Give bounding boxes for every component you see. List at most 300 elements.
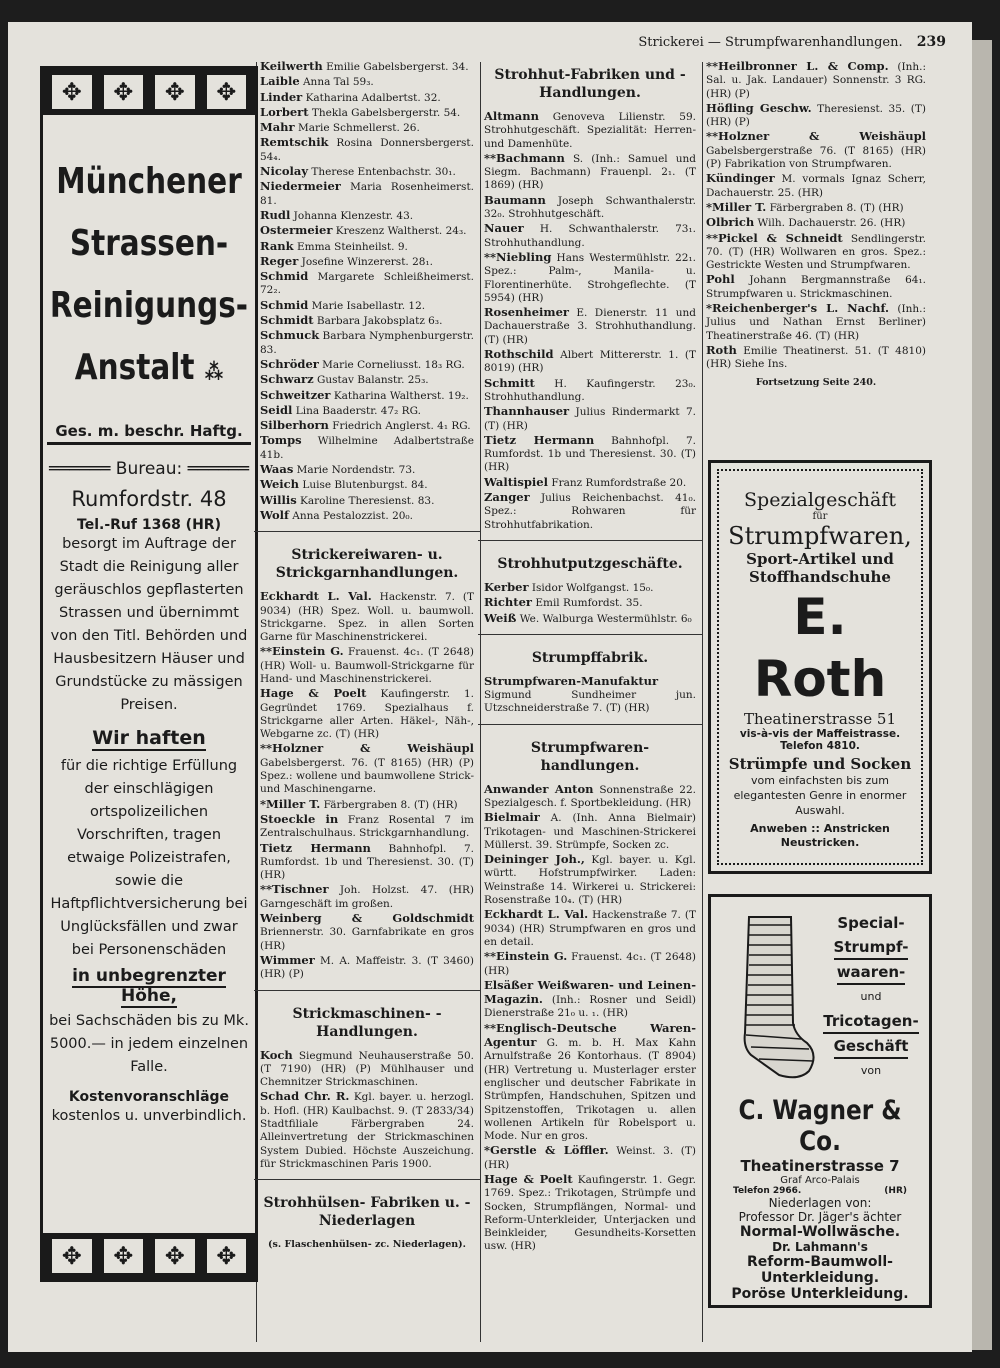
ad-products: Strümpfe und Socken [728, 755, 912, 773]
entry-name: Waas [260, 462, 294, 477]
ad-phone: Tel.-Ruf 1368 (HR) [77, 517, 221, 533]
entry-name: Weinberg & Goldschmidt [260, 911, 474, 926]
directory-entry [484, 491, 696, 532]
directory-entry [484, 377, 696, 405]
entry-text: Marie Schmellerst. 26. [294, 122, 420, 135]
rosette-icon: ✥ [49, 72, 95, 112]
entry-name: Kerber [484, 579, 529, 594]
ad-title-line: Anstalt ⁂ [74, 347, 224, 388]
column-2 [260, 60, 474, 1251]
entry-text: Julius Reichenbachst. 41₀. Spez.: Rohwaren für Strohhutfabrikation. [484, 492, 696, 531]
ad-lower-block [711, 1095, 929, 1302]
entry-text: Katharina Adalbertst. 32. [302, 91, 441, 104]
column-4 [706, 60, 926, 389]
advert-roth-frame [717, 469, 923, 865]
ad-line: Stoffhandschuhe [749, 568, 891, 586]
entry-name: Tietz Hermann [484, 432, 595, 447]
entry-text: Emma Steinheilst. 9. [293, 240, 408, 253]
entry-name: Weiß [484, 610, 517, 625]
entry-text: Weinst. 3. (T) (HR) [484, 1145, 696, 1171]
directory-entry [260, 270, 474, 298]
entry-text: Marie Corneliusst. 18₃ RG. [318, 358, 465, 371]
directory-entry [484, 434, 696, 475]
directory-entry [260, 180, 474, 208]
entry-text: Hackenstraße 7. (T 9034) (HR) Strumpfwaren en gros und en detail. [484, 909, 696, 948]
directory-entry [484, 979, 696, 1021]
entry-text: Joseph Schwanthalerstr. 32₀. Strohhutgeschäft. [484, 194, 696, 221]
entry-text: Wilhelmine Adalbertstraße 41b. [260, 435, 474, 461]
entry-name: Ostermeier [260, 223, 333, 238]
directory-entry [260, 299, 474, 313]
directory-entry [706, 60, 926, 101]
entry-text: Theresienst. 35. (T) (HR) (P) [706, 102, 926, 129]
entry-name: Schad Chr. R. [260, 1089, 350, 1104]
directory-entry [484, 251, 696, 305]
entry-text: Therese Entenbachstr. 30₁. [308, 166, 456, 179]
entry-name: Silberhorn [260, 418, 329, 433]
directory-entry [260, 419, 474, 433]
ad-address: Rumfordstr. 48 [71, 487, 227, 511]
entry-name: Thannhauser [484, 404, 570, 419]
ad-phone: Telefon 4810. [780, 740, 860, 752]
rosette-icon: ✥ [152, 72, 198, 112]
entry-name: Elsäßer Weißwaren- und Leinen-Magazin. [484, 977, 696, 1007]
entry-text: Franz Rosental 7 im Zentralschulhaus. Strickgarnhandlung. [260, 813, 474, 840]
ad-right-block [821, 911, 921, 1083]
entry-name: Tomps [260, 433, 302, 448]
directory-entry [260, 1049, 474, 1090]
rosette-icon: ✥ [101, 72, 147, 112]
directory-entry [706, 216, 926, 230]
entry-text: Kaufingerstr. 1. Gegründet 1769. Spezialhaus f. Strickgarne aller Arten. Häkel-, Näh-, Webgarne zc. (T) (HR) [260, 688, 475, 741]
entry-text: Marie Isabellastr. 12. [308, 299, 426, 312]
entry-text: Lina Baaderstr. 47₂ RG. [292, 404, 421, 417]
entry-name: Schmitt [484, 375, 535, 390]
rosette-icon: ✥ [152, 1236, 198, 1276]
entry-name: Laible [260, 74, 300, 89]
entry-name: Zanger [484, 490, 530, 505]
entry-name: **Holzner & Weishäupl [706, 129, 926, 144]
ad-hr: (HR) [884, 1186, 907, 1196]
directory-entry [706, 102, 926, 130]
entry-text: M. vormals Ignaz Scherr, Dachauerstr. 25. (HR) [706, 173, 926, 199]
entry-list [260, 60, 474, 523]
section-heading: Strickmaschinen- -Handlungen. [292, 1005, 442, 1040]
entry-name: Schwarz [260, 372, 314, 387]
entry-text: Sonnenstraße 22. Spezialgesch. f. Sportbekleidung. (HR) [484, 783, 696, 809]
entry-name: **Einstein G. [484, 949, 568, 964]
entry-name: Hage & Poelt [260, 686, 367, 701]
ad-service: Anweben :: Anstricken Neustricken. [750, 822, 890, 849]
entry-text: Gabelsbergerst. 76. (T 8165) (HR) (P) Spez.: wollene und baumwollene Strick- und Maschinengarne. [260, 756, 474, 796]
ad-paragraph: besorgt im Auftrage der Stadt die Reinigung aller geräuschlos gepflasterten Strassen und übernimmt von den Titl. Behörden und Hausbesitzern Häuser und Grundstücke zu mässigen Preisen. [50, 536, 248, 713]
entry-name: Kündinger [706, 171, 775, 186]
running-title: Strickerei — Strumpfwarenhandlungen. [638, 35, 903, 50]
entry-text: M. A. Maffeistr. 3. (T 3460) (HR) (P) [260, 954, 474, 981]
directory-entry [706, 302, 926, 343]
section-heading: Strohhülsen- Fabriken u. -Niederlagen [263, 1195, 471, 1230]
ad-palais: Graf Arco-Palais [780, 1175, 860, 1186]
directory-entry [484, 675, 696, 716]
entry-text: Kaufingerstr. 1. Gegr. 1769. Spez.: Trikotagen, Strümpfe und Socken, Strumpflängen, Normal- und Reform-Unterkleider, Unterjacken und Beinkleider, Gesundheits-Korsetten usw. (HR) [484, 1174, 696, 1253]
ad-porous: Poröse Unterkleidung. [731, 1286, 909, 1302]
directory-entry [260, 798, 474, 812]
entry-list [260, 1049, 474, 1172]
directory-entry [260, 645, 474, 686]
directory-entry [484, 853, 696, 907]
entry-name: Altmann [484, 109, 539, 123]
directory-entry [260, 687, 474, 741]
page-edge [972, 40, 992, 1350]
ornament-band-bottom [43, 1233, 255, 1279]
ad-line: Strumpfwaren, [728, 522, 912, 550]
page-number: 239 [916, 34, 946, 50]
ad-line: und [860, 990, 882, 1003]
directory-entry [260, 75, 474, 89]
entry-name: Koch [260, 1047, 293, 1062]
entry-text: Isidor Wolfgangst. 15₀. [528, 581, 654, 594]
ad-bureau-label: ══════ Bureau: ══════ [48, 459, 250, 479]
entry-name: Schmid [260, 297, 309, 312]
entry-name: Schmid [260, 269, 309, 284]
directory-entry [260, 240, 474, 254]
ad-line: von [860, 1064, 882, 1077]
directory-page [8, 22, 972, 1352]
entry-name: Pohl [706, 272, 735, 287]
entry-list [484, 110, 696, 532]
entry-name: Seidl [260, 402, 293, 417]
ornament-band-top [43, 69, 255, 115]
entry-name: *Miller T. [706, 199, 767, 214]
entry-name: Waltispiel [484, 474, 548, 489]
entry-name: Nicolay [260, 164, 309, 179]
entry-name: Hage & Poelt [484, 1172, 573, 1186]
directory-entry [484, 908, 696, 949]
rosette-icon: ✥ [101, 1236, 147, 1276]
entry-text: Gustav Balanstr. 25₃. [313, 374, 429, 387]
entry-name: Linder [260, 89, 303, 104]
entry-name: Lorbert [260, 104, 309, 119]
entry-text: Johann Bergmannstraße 64₁. Strumpfwaren u. Strickmaschinen. [706, 274, 926, 300]
ad-line: Special- [837, 914, 905, 932]
entry-text: Wilh. Dachauerstr. 26. (HR) [754, 217, 906, 230]
entry-name: *Reichenberger's L. Nachf. [706, 301, 890, 316]
entry-text: Kgl. bayer. u. herzogl. b. Hofl. (HR) Kaulbachst. 9. (T 2833/34) Stadtfiliale Färbergraben 24. Alleinvertretung der Strickmaschinen System Dubied. Höchste Auszeichung. für Strickmaschinen Paris 1900. [260, 1091, 475, 1170]
entry-text: Hans Westermühlstr. 22₁. Spez.: Palm-, Manila- u. Florentinerhüte. Strohgeflechte. (T 5954) (HR) [484, 251, 696, 304]
directory-entry [706, 172, 926, 200]
entry-name: Anwander Anton [484, 781, 594, 796]
entry-text: Frauenst. 4c₁. (T 2648) (HR) Woll- u. Baumwoll-Strickgarne für Hand- und Maschinenstrickerei. [260, 646, 474, 685]
rosette-icon: ✥ [204, 1236, 250, 1276]
entry-text: Emilie Theatinerst. 51. (T 4810) (HR) Siehe Ins. [706, 344, 926, 371]
entry-text: Genoveva Lilienstr. 59. Strohhutgeschäft. Spezialität: Herren- und Damenhüte. [484, 111, 696, 150]
entry-text: Färbergraben 8. (T) (HR) [766, 201, 904, 214]
directory-entry [260, 463, 474, 477]
entry-list [484, 783, 696, 1254]
rosette-icon: ✥ [204, 72, 250, 112]
entry-name: Roth [706, 342, 737, 357]
entry-text: We. Walburga Westermühlstr. 6₀ [516, 612, 692, 625]
directory-entry [260, 404, 474, 418]
page-header [636, 34, 946, 50]
directory-entry [260, 255, 474, 269]
rosette-icon: ✥ [49, 1236, 95, 1276]
entry-text: G. m. b. H. Max Kahn Arnulfstraße 26 Kontorhaus. (T 8904) (HR) Vertretung u. Musterlager erster englischer und deutscher Fabrikate in Strümpfen, Handschuhen, Spitzen und Spitzenstoffen, Trikotagen u. allen wollenen Artikeln für Robelsport u. Mode. Nur en gros. [484, 1037, 696, 1143]
directory-entry [484, 1022, 696, 1144]
directory-entry [484, 194, 696, 222]
entry-name: Tietz Hermann [260, 840, 371, 855]
entry-name: **Bachmann [484, 150, 565, 165]
entry-text: Barbara Jakobsplatz 6₃. [313, 315, 443, 328]
entry-list [260, 590, 474, 981]
ad-company-form: Ges. m. beschr. Haftg. [47, 422, 251, 445]
directory-entry [484, 1144, 696, 1172]
directory-entry [484, 581, 696, 595]
entry-text: Thekla Gabelsbergerstr. 54. [308, 106, 461, 119]
directory-entry [260, 883, 474, 911]
entry-name: Eckhardt L. Val. [484, 907, 589, 922]
entry-name: Wimmer [260, 952, 315, 967]
entry-text: Josefine Winzererst. 28₁. [298, 255, 434, 268]
directory-entry [260, 358, 474, 372]
entry-name: Schröder [260, 356, 319, 371]
entry-name: Rudl [260, 207, 291, 222]
directory-entry [484, 222, 696, 250]
section-heading: Strohhutputzgeschäfte. [497, 555, 683, 572]
entry-name: **Tischner [260, 882, 329, 897]
directory-entry [484, 476, 696, 490]
section-divider [478, 540, 702, 541]
directory-entry [484, 950, 696, 978]
directory-entry [484, 783, 696, 811]
entry-name: Remtschik [260, 135, 329, 150]
entry-name: Schweitzer [260, 387, 331, 402]
entry-text: Bahnhofpl. 7. Rumfordst. 1b und Theresienst. 30. (T) (HR) [260, 842, 474, 882]
stocking-icon [729, 915, 817, 1083]
entry-text: S. (Inh.: Samuel und Siegm. Bachmann) Frauenpl. 2₁. (T 1869) (HR) [484, 152, 696, 192]
entry-text: Julius Rindermarkt 7. (T) (HR) [484, 406, 696, 432]
entry-text: Anna Pestalozzist. 20₀. [288, 509, 413, 522]
directory-entry [706, 201, 926, 215]
entry-name: Richter [484, 595, 532, 610]
entry-name: **Pickel & Schneidt [706, 230, 843, 245]
entry-text: Bahnhofpl. 7. Rumfordst. 1b und Theresienst. 30. (T) (HR) [484, 434, 696, 474]
section-divider [254, 990, 480, 991]
ad-depots: Niederlagen von: [768, 1196, 872, 1210]
ad-estimate-heading: Kostenvoranschläge [68, 1089, 230, 1105]
section-heading: Strumpfwaren- handlungen. [530, 739, 650, 774]
entry-name: Wolf [260, 507, 289, 522]
ad-street: Theatinerstrasse 51 [744, 710, 896, 728]
ad-normal: Normal-Wollwäsche. [739, 1224, 901, 1240]
entry-name: **Einstein G. [260, 644, 344, 659]
directory-entry [260, 209, 474, 223]
entry-text: Kgl. bayer. u. Kgl. württ. Hofstrumpfwirker. Laden: Weinstraße 14. Wirkerei u. Strickerei: Rosenstraße 10₄. (T) (HR) [484, 854, 696, 907]
directory-entry [260, 224, 474, 238]
entry-text: (Inh.: Sal. u. Jak. Landauer) Sonnenstr. 3 RG. (HR) (P) [706, 61, 926, 100]
entry-text: Joh. Holzst. 47. (HR) Garngeschäft im großen. [260, 884, 474, 910]
ad-opposite: vis-à-vis der Maffeistrasse. [739, 728, 901, 740]
entry-name: Olbrich [706, 215, 755, 230]
clover-icon: ⁂ [204, 360, 224, 385]
ad-unlimited: in unbegrenzter Höhe, [72, 966, 226, 1006]
ad-liability-heading: Wir haften [92, 727, 206, 749]
ad-estimate-text: kostenlos u. unverbindlich. [51, 1108, 247, 1124]
directory-entry [484, 596, 696, 610]
ad-line: Strumpf- [834, 936, 909, 960]
entry-text: Albert Mittererstr. 1. (T 8019) (HR) [484, 349, 696, 375]
ad-line: Tricotagen- [823, 1010, 918, 1034]
advert-roth [708, 460, 932, 874]
directory-entry [260, 478, 474, 492]
directory-entry [706, 232, 926, 273]
directory-entry [260, 329, 474, 357]
entry-text: Karoline Theresienst. 83. [296, 494, 435, 507]
entry-text: Färbergraben 8. (T) (HR) [320, 798, 458, 811]
entry-name: *Gerstle & Löffler. [484, 1143, 609, 1158]
directory-entry [260, 1090, 474, 1171]
directory-entry [260, 590, 474, 644]
column-rule [480, 62, 481, 1342]
entry-name: Rank [260, 238, 294, 253]
ad-description: vom einfachsten bis zum elegantesten Genre in enormer Auswahl. [733, 774, 907, 817]
entry-name: Rosenheimer [484, 305, 569, 320]
entry-text: Kreszenz Waltherst. 24₃. [332, 225, 467, 238]
ad-paragraph: für die richtige Erfüllung der einschlägigen ortspolizeilichen Vorschriften, tragen etwaige Polizeistrafen, sowie die Haftpflichtversicherung bei Unglücksfällen und zwar bei Personenschäden [50, 758, 248, 958]
entry-name: Reger [260, 253, 299, 268]
entry-text: (Inh.: Rosner und Seidl) Dienerstraße 21₀ u. ₁. (HR) [484, 994, 696, 1020]
ad-line: waaren- [837, 961, 906, 985]
entry-text: Luise Blutenburgst. 84. [299, 479, 428, 492]
ad-title-line: Münchener [56, 161, 242, 202]
ad-title-line: Strassen- [69, 223, 229, 264]
entry-name: Eckhardt L. Val. [260, 589, 372, 604]
directory-entry [706, 344, 926, 372]
directory-entry [260, 509, 474, 523]
directory-entry [260, 954, 474, 982]
continuation-note: Fortsetzung Seite 240. [755, 376, 877, 388]
directory-entry [260, 121, 474, 135]
entry-text: Siegmund Neuhauserstraße 50. (T 7190) (HR) (P) Mühlhauser und Chemnitzer Strickmaschinen. [260, 1049, 474, 1089]
entry-name: Mahr [260, 120, 295, 135]
entry-name: Niedermeier [260, 179, 341, 194]
ad-street: Theatinerstrasse 7 [740, 1157, 900, 1175]
column-rule [702, 62, 703, 1342]
directory-entry [484, 306, 696, 347]
entry-name: Schmuck [260, 328, 320, 343]
directory-entry [260, 742, 474, 796]
ad-lahmann: Dr. Lahmann's [772, 1240, 868, 1254]
entry-name: *Miller T. [260, 796, 321, 811]
directory-entry [484, 152, 696, 193]
entry-text: Anna Tal 59₃. [299, 76, 374, 89]
section-divider [254, 531, 480, 532]
entry-list [706, 60, 926, 372]
entry-name: Deininger Joh., [484, 852, 585, 867]
directory-entry [260, 389, 474, 403]
directory-entry [260, 91, 474, 105]
entry-text: Emil Rumfordst. 35. [531, 597, 643, 610]
directory-entry [260, 314, 474, 328]
section-heading: Strickereiwaren- u. Strickgarnhandlungen. [275, 547, 459, 582]
entry-text: Hackenstr. 7. (T 9034) (HR) Spez. Woll. u. baumwoll. Strickgarne. Spez. in allen Sorten Garne für Maschinenstrickerei. [260, 591, 474, 644]
directory-entry [706, 130, 926, 171]
directory-entry [260, 165, 474, 179]
entry-name: **Heilbronner L. & Comp. [706, 59, 889, 73]
entry-name: **Englisch-Deutsche Waren-Agentur [484, 1020, 696, 1050]
entry-name: Baumann [484, 192, 546, 207]
ad-reform: Reform-Baumwoll-Unterkleidung. [747, 1254, 893, 1286]
directory-entry [706, 273, 926, 301]
entry-text: Frauenst. 4c₁. (T 2648)(HR) [484, 951, 696, 977]
ad-company-name: C. Wagner & Co. [738, 1095, 902, 1157]
entry-text: Rosina Donnersbergerst. 54₄. [260, 137, 474, 163]
entry-name: **Niebling [484, 249, 552, 264]
directory-entry [260, 813, 474, 841]
ad-line: Spezialgeschäft [744, 489, 896, 511]
entry-name: **Holzner & Weishäupl [260, 741, 474, 756]
directory-entry [484, 110, 696, 151]
entry-name: Strumpfwaren-Manufaktur [484, 673, 659, 688]
entry-text: Sendlingerstr. 70. (T) (HR) Wollwaren en gros. Spez.: Gestrickte Westen und Strumpfwaren. [706, 232, 926, 272]
entry-text: H. Schwanthalerstr. 73₁. Strohhuthandlung. [484, 223, 696, 249]
directory-entry [484, 612, 696, 626]
entry-text: Friedrich Anglerst. 4₁ RG. [328, 420, 471, 433]
entry-text: E. Dienerstr. 11 und Dachauerstraße 3. Strohhuthandlung. (T) (HR) [484, 307, 696, 346]
entry-text: A. (Inh. Anna Bielmair) Trikotagen- und Maschinen-Strickerei Müllerst. 39. Strümpfe, Socken zc. [484, 812, 696, 851]
entry-text: Sigmund Sundheimer jun. Utzschneiderstraße 7. (T) (HR) [484, 689, 696, 715]
entry-text: (Inh.: Julius und Nathan Ernst Berliner) Theatinerstraße 46. (T) (HR) [706, 303, 927, 342]
directory-entry [484, 405, 696, 433]
section-heading: Strohhut-Fabriken und -Handlungen. [494, 67, 686, 101]
entry-text: H. Kaufingerstr. 23₀. Strohhuthandlung. [484, 377, 696, 403]
entry-text: Briennerstr. 30. Garnfabrikate en gros (HR) [260, 926, 474, 952]
entry-name: Willis [260, 492, 297, 507]
entry-list [484, 581, 696, 626]
entry-name: Keilwerth [260, 59, 323, 73]
entry-name: Nauer [484, 221, 524, 236]
directory-entry [484, 348, 696, 376]
entry-name: Stoeckle in [260, 811, 339, 826]
advert-wagner [708, 894, 932, 1308]
entry-text: Marie Nordendstr. 73. [293, 464, 416, 477]
directory-entry [260, 912, 474, 953]
directory-entry [260, 494, 474, 508]
ad-line: für [812, 511, 828, 522]
entry-name: Rothschild [484, 347, 554, 362]
ad-phone: Telefon 2966. [733, 1186, 802, 1196]
section-divider [478, 634, 702, 635]
section-heading: Strumpffabrik. [531, 649, 649, 666]
section-note: (s. Flaschenhülsen- zc. Niederlagen). [268, 1239, 466, 1251]
entry-text: Katharina Waltherst. 19₂. [330, 389, 469, 402]
directory-entry [484, 1173, 696, 1254]
ad-company-name: E. Roth [753, 588, 887, 708]
ad-line: Sport-Artikel und [746, 550, 894, 568]
entry-text: Margarete Schleißheimerst. 72₂. [260, 271, 474, 297]
entry-text: Gabelsbergerstraße 76. (T 8165) (HR) (P) Fabrikation von Strumpfwaren. [706, 144, 926, 171]
directory-entry [260, 842, 474, 883]
entry-name: Schmidt [260, 313, 314, 328]
entry-name: Höfling Geschw. [706, 100, 812, 115]
column-3 [484, 60, 696, 1255]
ad-title-line: Reinigungs- [49, 285, 249, 326]
ad-prof: Professor Dr. Jäger's ächter [738, 1210, 902, 1224]
directory-entry [260, 136, 474, 164]
directory-entry [260, 60, 474, 74]
directory-entry [484, 811, 696, 852]
ad-paragraph: bei Sachschäden bis zu Mk. 5000.— in jedem einzelnen Falle. [49, 1013, 249, 1075]
